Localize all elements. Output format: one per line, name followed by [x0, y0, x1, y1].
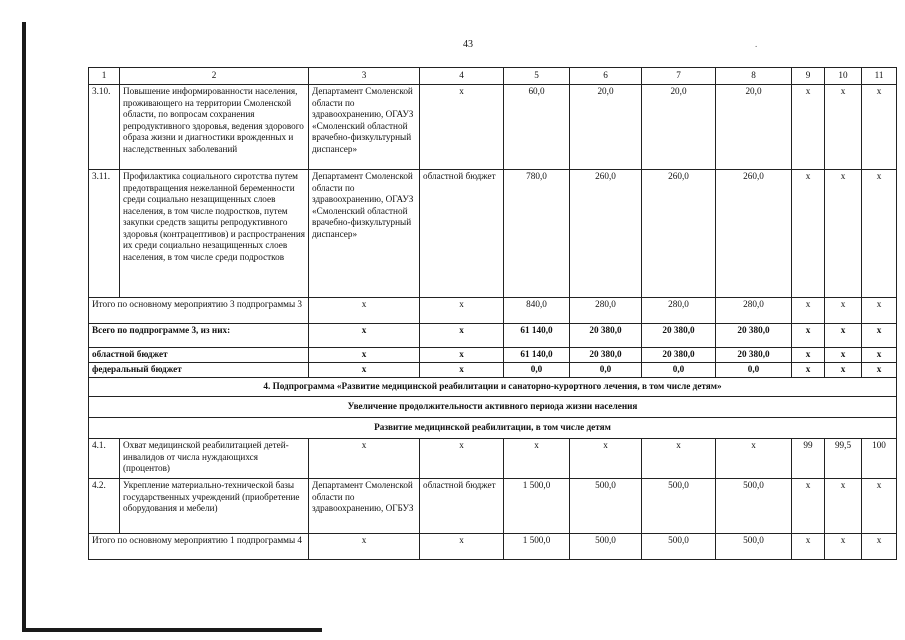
indicator-1: х — [792, 170, 825, 298]
measure-name: Охват медицинской реабилитацией детей-инвалидов от числа нуждающихся (процентов) — [120, 439, 309, 479]
indicator-2: х — [825, 298, 862, 324]
measure-name: Профилактика социального сиротства путем предотвращения нежеланной беременности среди социально незащищенных слоев населения, в том числе подростков, путем закупки средств защиты репродуктивного здоровья (контрацептивов) и распространения их среди социально незащищенных слоев населения, в том числе среди подростков — [120, 170, 309, 298]
indicator-3: х — [862, 363, 897, 378]
header-cell: 9 — [792, 68, 825, 85]
funding-source: областной бюджет — [420, 479, 504, 534]
total-amount: 780,0 — [504, 170, 570, 298]
header-cell: 10 — [825, 68, 862, 85]
total-row — [89, 324, 897, 348]
indicator-1: х — [792, 348, 825, 363]
table-row — [89, 439, 897, 479]
total-amount: 1 500,0 — [504, 534, 570, 560]
scan-edge-left — [22, 22, 26, 632]
indicator-2: х — [825, 363, 862, 378]
header-cell: 6 — [570, 68, 642, 85]
header-cell: 4 — [420, 68, 504, 85]
year2-amount: х — [642, 439, 716, 479]
indicator-2: х — [825, 85, 862, 170]
indicator-1: 99 — [792, 439, 825, 479]
year1-amount: 280,0 — [570, 298, 642, 324]
header-cell: 5 — [504, 68, 570, 85]
indicator-2: 99,5 — [825, 439, 862, 479]
indicator-2: х — [825, 534, 862, 560]
year1-amount: 20 380,0 — [570, 348, 642, 363]
goal-row — [89, 397, 897, 418]
year3-amount: 20 380,0 — [716, 348, 792, 363]
year1-amount: 260,0 — [570, 170, 642, 298]
header-cell: 7 — [642, 68, 716, 85]
funding-source: х — [420, 298, 504, 324]
indicator-1: х — [792, 298, 825, 324]
executor: х — [309, 348, 420, 363]
year3-amount: 20,0 — [716, 85, 792, 170]
measure-name: Укрепление материально-технической базы государственных учреждений (приобретение оборудования и мебели) — [120, 479, 309, 534]
table-row — [89, 479, 897, 534]
task-row — [89, 418, 897, 439]
indicator-1: х — [792, 534, 825, 560]
year1-amount: 20 380,0 — [570, 324, 642, 348]
page-mark: . — [755, 39, 758, 49]
total-label: Всего по подпрограмме 3, из них: — [89, 324, 309, 348]
year3-amount: 20 380,0 — [716, 324, 792, 348]
header-cell: 3 — [309, 68, 420, 85]
row-number: 3.10. — [89, 85, 120, 170]
task-title: Развитие медицинской реабилитации, в том числе детям — [89, 418, 897, 439]
total-amount: 840,0 — [504, 298, 570, 324]
page-number: 43 — [463, 39, 473, 50]
year1-amount: 20,0 — [570, 85, 642, 170]
year3-amount: 280,0 — [716, 298, 792, 324]
measure-name: Повышение информированности населения, проживающего на территории Смоленской области, по вопросам сохранения репродуктивного здоровья, ведения здорового образа жизни и диагностики врожденных и наследственных заболеваний — [120, 85, 309, 170]
table-row — [89, 170, 897, 298]
row-number: 4.2. — [89, 479, 120, 534]
indicator-3: х — [862, 479, 897, 534]
executor: х — [309, 298, 420, 324]
total-label: областной бюджет — [89, 348, 309, 363]
indicator-1: х — [792, 324, 825, 348]
row-number: 4.1. — [89, 439, 120, 479]
executor: Департамент Смоленской области по здравоохранению, ОГБУЗ — [309, 479, 420, 534]
funding-source: областной бюджет — [420, 170, 504, 298]
funding-source: х — [420, 85, 504, 170]
indicator-3: х — [862, 85, 897, 170]
total-amount: 61 140,0 — [504, 324, 570, 348]
year3-amount: 260,0 — [716, 170, 792, 298]
indicator-2: х — [825, 324, 862, 348]
executor: Департамент Смоленской области по здравоохранению, ОГАУЗ «Смоленский областной врачебно-физкультурный диспансер» — [309, 85, 420, 170]
header-cell: 1 — [89, 68, 120, 85]
indicator-3: х — [862, 534, 897, 560]
indicator-1: х — [792, 363, 825, 378]
subtotal-label: Итого по основному мероприятию 1 подпрограммы 4 — [89, 534, 309, 560]
year1-amount: 500,0 — [570, 479, 642, 534]
funding-source: х — [420, 534, 504, 560]
table-row — [89, 85, 897, 170]
scan-edge-bottom — [22, 628, 322, 632]
year1-amount: 500,0 — [570, 534, 642, 560]
year3-amount: х — [716, 439, 792, 479]
year2-amount: 260,0 — [642, 170, 716, 298]
year3-amount: 0,0 — [716, 363, 792, 378]
executor: х — [309, 534, 420, 560]
indicator-3: х — [862, 298, 897, 324]
total-row — [89, 348, 897, 363]
header-cell: 11 — [862, 68, 897, 85]
year3-amount: 500,0 — [716, 534, 792, 560]
indicator-2: х — [825, 170, 862, 298]
year1-amount: 0,0 — [570, 363, 642, 378]
total-amount: 0,0 — [504, 363, 570, 378]
total-amount: 1 500,0 — [504, 479, 570, 534]
executor: х — [309, 363, 420, 378]
executor: х — [309, 439, 420, 479]
year2-amount: 20 380,0 — [642, 324, 716, 348]
year2-amount: 20 380,0 — [642, 348, 716, 363]
subprogram-title: 4. Подпрограмма «Развитие медицинской реабилитации и санаторно-курортного лечения, в том числе детям» — [89, 378, 897, 397]
section-row — [89, 378, 897, 397]
goal-title: Увеличение продолжительности активного периода жизни населения — [89, 397, 897, 418]
year2-amount: 500,0 — [642, 534, 716, 560]
indicator-3: 100 — [862, 439, 897, 479]
indicator-2: х — [825, 479, 862, 534]
year2-amount: 0,0 — [642, 363, 716, 378]
header-cell: 8 — [716, 68, 792, 85]
indicator-3: х — [862, 170, 897, 298]
indicator-1: х — [792, 479, 825, 534]
year2-amount: 20,0 — [642, 85, 716, 170]
total-amount: 61 140,0 — [504, 348, 570, 363]
year2-amount: 280,0 — [642, 298, 716, 324]
indicator-2: х — [825, 348, 862, 363]
subtotal-row — [89, 534, 897, 560]
indicator-3: х — [862, 324, 897, 348]
subtotal-label: Итого по основному мероприятию 3 подпрограммы 3 — [89, 298, 309, 324]
row-number: 3.11. — [89, 170, 120, 298]
total-amount: х — [504, 439, 570, 479]
executor: х — [309, 324, 420, 348]
indicator-3: х — [862, 348, 897, 363]
executor: Департамент Смоленской области по здравоохранению, ОГАУЗ «Смоленский областной врачебно-физкультурный диспансер» — [309, 170, 420, 298]
year3-amount: 500,0 — [716, 479, 792, 534]
total-row — [89, 363, 897, 378]
funding-source: х — [420, 439, 504, 479]
year2-amount: 500,0 — [642, 479, 716, 534]
header-cell: 2 — [120, 68, 309, 85]
year1-amount: х — [570, 439, 642, 479]
funding-source: х — [420, 363, 504, 378]
header-row — [89, 68, 897, 85]
funding-source: х — [420, 348, 504, 363]
total-amount: 60,0 — [504, 85, 570, 170]
subtotal-row — [89, 298, 897, 324]
total-label: федеральный бюджет — [89, 363, 309, 378]
indicator-1: х — [792, 85, 825, 170]
program-table — [88, 67, 897, 560]
funding-source: х — [420, 324, 504, 348]
